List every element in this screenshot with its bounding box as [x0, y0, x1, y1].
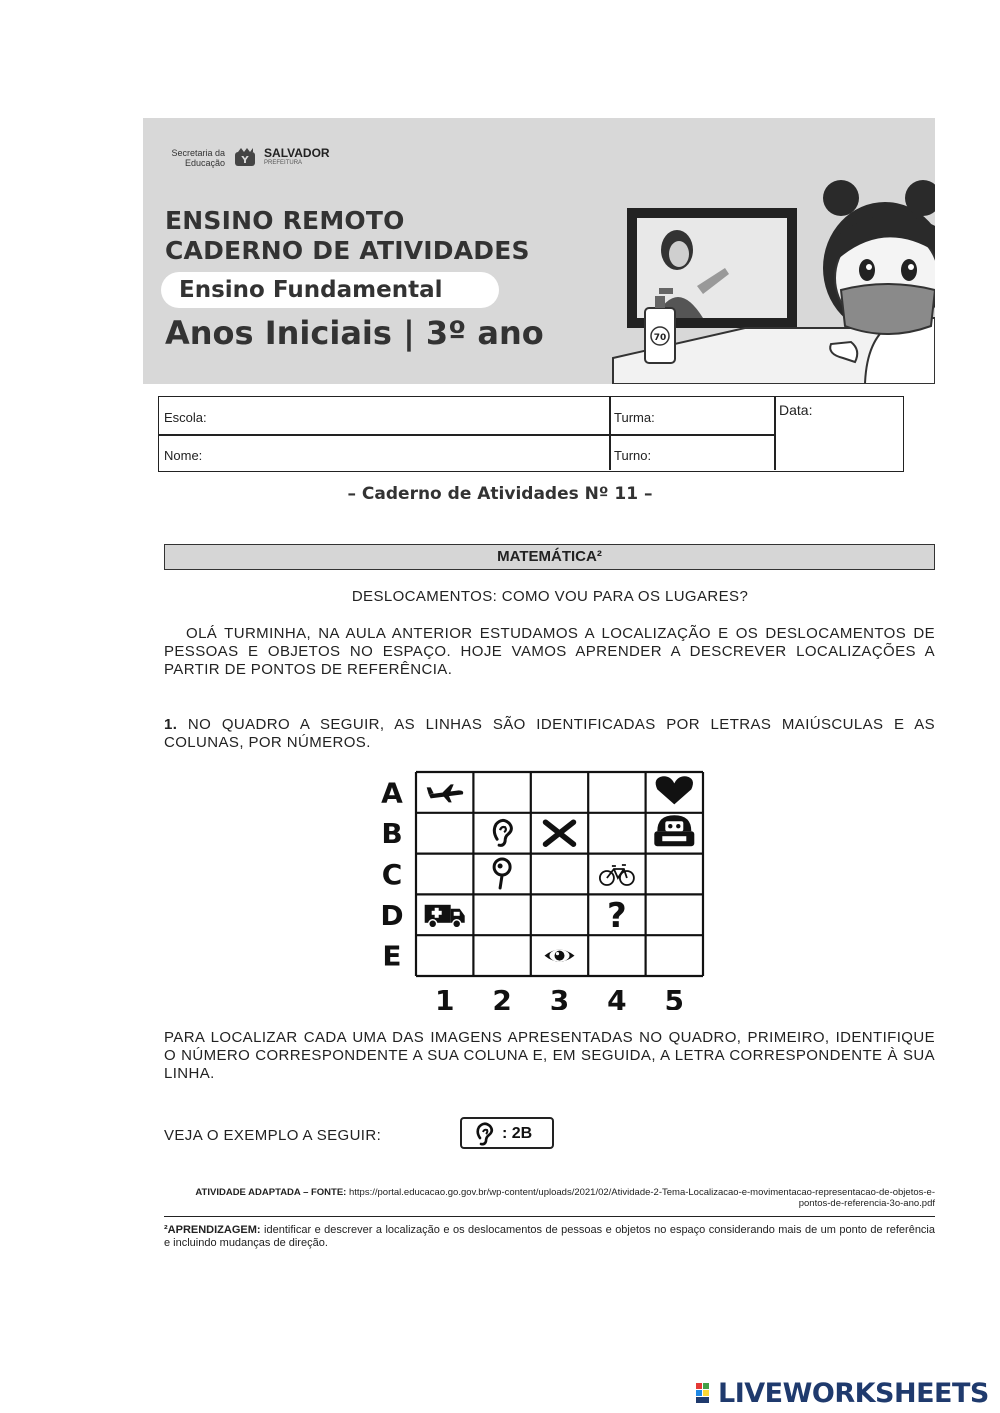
- pin-icon: [494, 859, 510, 888]
- turno-label: Turno:: [614, 448, 652, 463]
- source-label: ATIVIDADE ADAPTADA – FONTE:: [195, 1187, 347, 1198]
- example-value: : 2B: [502, 1125, 533, 1142]
- footnote-text: identificar e descrever a localização e os deslocamentos de pessoas e objetos no espaço considerando mais de um ponto de referência e incluindo mudanças de direção.: [164, 1224, 935, 1249]
- subject-header: MATEMÁTICA²: [164, 544, 935, 570]
- column-label: 5: [664, 984, 685, 1010]
- question-mark-icon: [607, 896, 627, 936]
- x-mark-icon: [546, 822, 574, 844]
- logo: [165, 148, 330, 168]
- example-label: VEJA O EXEMPLO A SEGUIR:: [164, 1127, 382, 1144]
- robot-icon: [654, 815, 694, 846]
- logo-salvador-name: SALVADOR: [264, 146, 330, 160]
- banner-title-line1: ENSINO REMOTO: [165, 206, 405, 235]
- face-mask-icon: [841, 284, 935, 334]
- svg-text:?: ?: [607, 895, 627, 936]
- footnote-divider: [164, 1216, 935, 1217]
- column-label: 2: [492, 984, 512, 1010]
- column-labels: [435, 984, 684, 1010]
- pill-label: Ensino Fundamental: [179, 277, 443, 303]
- data-label: Data:: [779, 402, 813, 418]
- footnote-label: ²APRENDIZAGEM:: [164, 1224, 261, 1236]
- grid-lines: [416, 772, 703, 976]
- ear-icon: [494, 820, 511, 845]
- salvador-crest-icon: [234, 148, 256, 168]
- question-1-text: NO QUADRO A SEGUIR, AS LINHAS SÃO IDENTIFICADAS POR LETRAS MAIÚSCULAS E AS COLUNAS, POR NÚMEROS.: [164, 716, 935, 751]
- eye-icon: [545, 950, 575, 962]
- question-1: [164, 716, 935, 752]
- intro-paragraph: OLÁ TURMINHA, NA AULA ANTERIOR ESTUDAMOS A LOCALIZAÇÃO E OS DESLOCAMENTOS DE PESSOAS E OBJETOS NO ESPAÇO. HOJE VAMOS APRENDER A DESCREVER LOCALIZAÇÕES A PARTIR DE PONTOS DE REFERÊNCIA.: [164, 625, 935, 678]
- svg-text:Y: Y: [240, 155, 249, 166]
- row-label: E: [382, 939, 402, 973]
- row-labels: [380, 776, 403, 972]
- liveworksheets-brand[interactable]: [696, 1378, 989, 1409]
- turma-label: Turma:: [614, 410, 655, 425]
- logo-salvador-sub: PREFEITURA: [264, 160, 303, 166]
- instructions-paragraph: PARA LOCALIZAR CADA UMA DAS IMAGENS APRESENTADAS NO QUADRO, PRIMEIRO, IDENTIFIQUE O NÚMERO CORRESPONDENTE A SUA COLUNA E, EM SEGUIDA, A LETRA CORRESPONDENTE À SUA LINHA.: [164, 1029, 935, 1082]
- sanitizer-label: 70: [653, 333, 667, 343]
- logo-secretaria-text: Secretaria da Educação: [171, 148, 225, 168]
- heart-icon: [656, 776, 693, 804]
- grade-label: Anos Iniciais | 3º ano: [165, 314, 544, 352]
- bicycle-icon: [600, 865, 634, 885]
- lesson-title: DESLOCAMENTOS: COMO VOU PARA OS LUGARES?: [351, 588, 749, 605]
- student-illustration: [605, 158, 935, 384]
- row-label: C: [381, 858, 403, 891]
- grid-icons: [425, 776, 695, 961]
- ear-icon: [474, 1122, 496, 1146]
- question-1-number: 1.: [164, 716, 178, 733]
- source-url: https://portal.educacao.go.gov.br/wp-content/uploads/2021/02/Atividade-2-Tema-Localizacao-e-movimentacao-representacao-de-objetos-e-pontos-de-referencia-3o-ano.pdf: [349, 1187, 935, 1209]
- brand-text: LIVEWORKSHEETS: [718, 1378, 989, 1409]
- logo-salvador-text: [264, 148, 330, 168]
- column-label: 1: [434, 984, 455, 1010]
- coordinate-grid: [370, 770, 720, 1010]
- row-label: B: [381, 817, 403, 851]
- column-label: 3: [549, 984, 570, 1010]
- source-citation: [164, 1187, 935, 1209]
- row-label: A: [381, 776, 403, 810]
- liveworksheets-logo-icon: [696, 1381, 716, 1405]
- workbook-subtitle: – Caderno de Atividades Nº 11 –: [347, 484, 653, 504]
- column-label: 4: [607, 984, 627, 1010]
- airplane-icon: [427, 784, 464, 802]
- footnote: [164, 1224, 935, 1250]
- student-info-table: [158, 396, 904, 472]
- banner-title-line2: CADERNO DE ATIVIDADES: [165, 236, 530, 265]
- row-label: D: [380, 898, 404, 932]
- nome-label: Nome:: [164, 448, 203, 463]
- escola-label: Escola:: [164, 410, 207, 425]
- ambulance-icon: [425, 905, 465, 928]
- header-banner: [143, 118, 935, 384]
